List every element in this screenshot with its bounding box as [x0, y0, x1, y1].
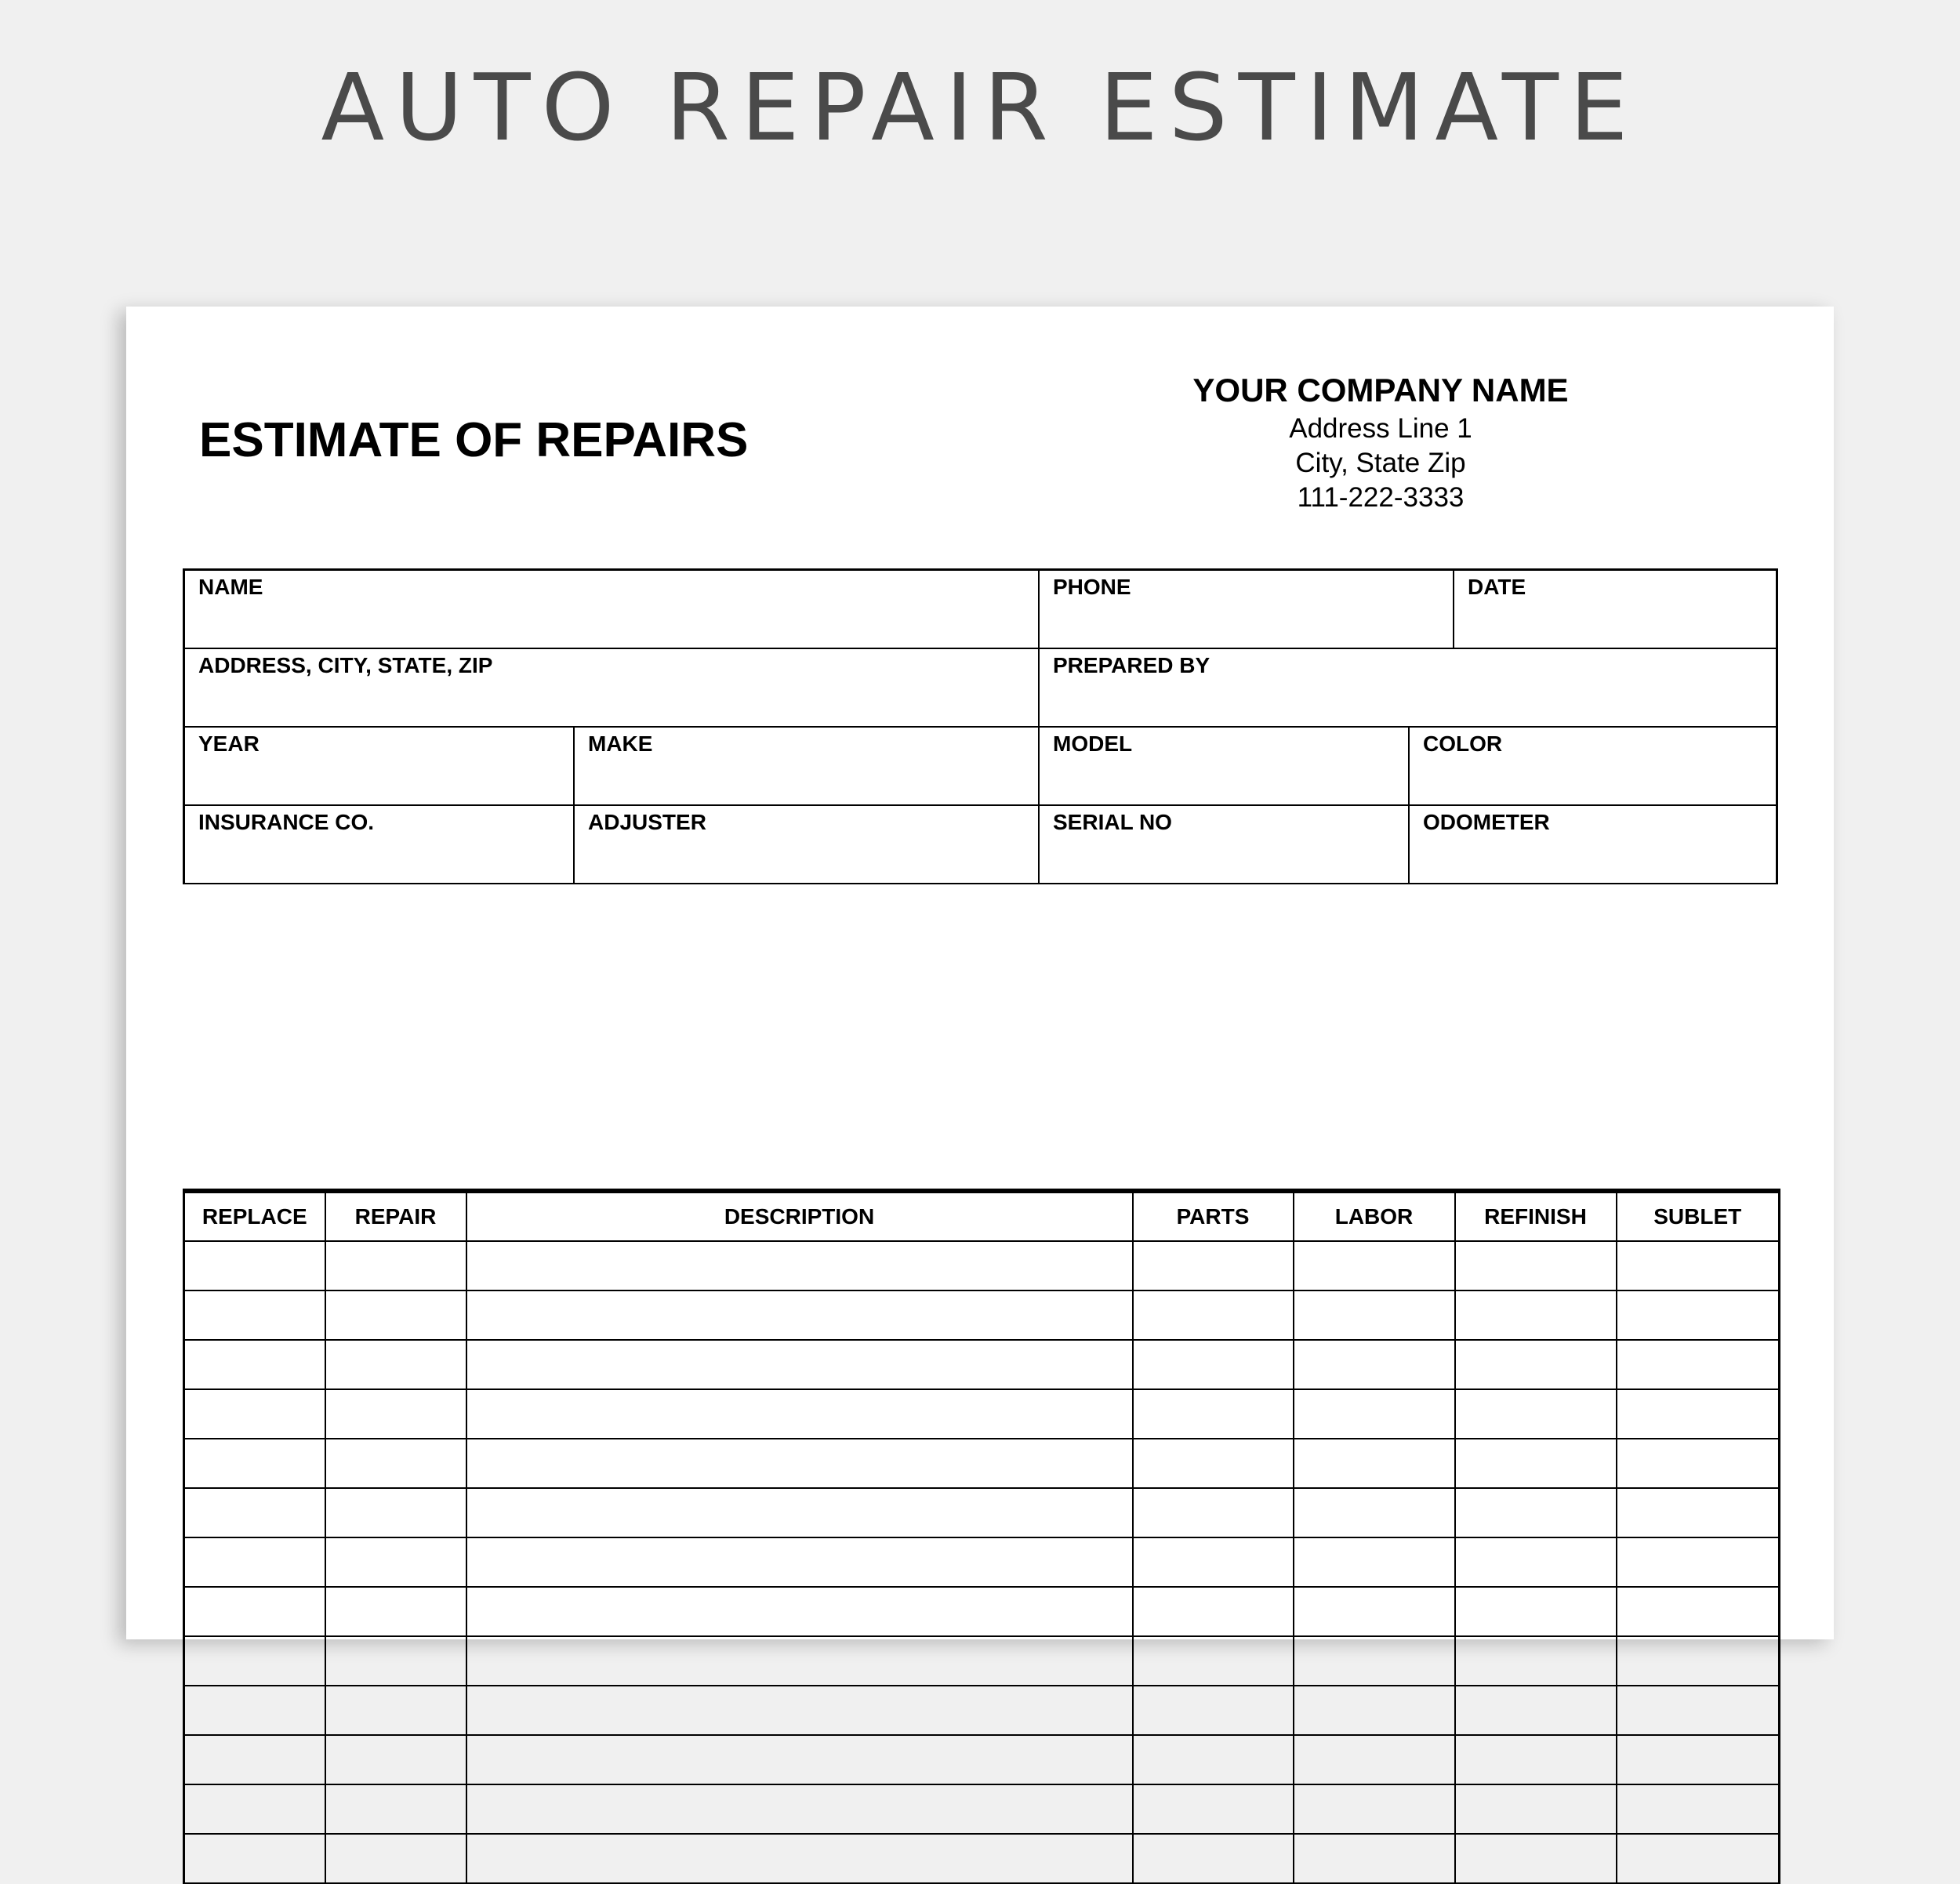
cell-labor[interactable] [1294, 1488, 1455, 1537]
cell-sublet[interactable] [1617, 1488, 1780, 1537]
table-row [184, 1636, 1780, 1686]
cell-repair[interactable] [325, 1439, 466, 1488]
cell-refinish[interactable] [1455, 1241, 1617, 1290]
cell-labor[interactable] [1294, 1834, 1455, 1883]
cell-sublet[interactable] [1617, 1636, 1780, 1686]
name-field[interactable]: NAME [185, 571, 1040, 648]
cell-repair[interactable] [325, 1340, 466, 1389]
prepared-by-field[interactable]: PREPARED BY [1053, 653, 1210, 677]
cell-labor[interactable] [1294, 1439, 1455, 1488]
phone-field[interactable]: PHONE [1040, 571, 1454, 648]
table-row [184, 1735, 1780, 1784]
cell-parts[interactable] [1133, 1735, 1294, 1784]
table-row [184, 1834, 1780, 1883]
cell-sublet[interactable] [1617, 1834, 1780, 1883]
cell-replace[interactable] [184, 1636, 325, 1686]
year-field[interactable]: YEAR [185, 728, 575, 804]
estimate-sheet [126, 307, 1834, 1639]
repair-items-table [183, 1189, 1780, 1884]
cell-sublet[interactable] [1617, 1241, 1780, 1290]
cell-parts[interactable] [1133, 1686, 1294, 1735]
column-header-sublet: SUBLET [1617, 1191, 1780, 1241]
cell-refinish[interactable] [1455, 1340, 1617, 1389]
cell-sublet[interactable] [1617, 1389, 1780, 1439]
column-header-labor: LABOR [1294, 1191, 1455, 1241]
table-row [184, 1439, 1780, 1488]
cell-refinish[interactable] [1455, 1439, 1617, 1488]
company-phone: 111-222-3333 [1297, 481, 1465, 513]
cell-parts[interactable] [1133, 1587, 1294, 1636]
cell-refinish[interactable] [1455, 1834, 1617, 1883]
customer-vehicle-info-grid [183, 568, 1778, 884]
cell-repair[interactable] [325, 1834, 466, 1883]
cell-refinish[interactable] [1455, 1784, 1617, 1834]
cell-replace[interactable] [184, 1488, 325, 1537]
table-row [184, 1488, 1780, 1537]
cell-replace[interactable] [184, 1587, 325, 1636]
cell-sublet[interactable] [1617, 1686, 1780, 1735]
cell-replace[interactable] [184, 1389, 325, 1439]
table-row [184, 1290, 1780, 1340]
cell-sublet[interactable] [1617, 1735, 1780, 1784]
adjuster-field[interactable]: ADJUSTER [575, 806, 1040, 883]
cell-repair[interactable] [325, 1636, 466, 1686]
cell-refinish[interactable] [1455, 1290, 1617, 1340]
company-block [1130, 372, 1632, 514]
cell-refinish[interactable] [1455, 1686, 1617, 1735]
cell-parts[interactable] [1133, 1241, 1294, 1290]
cell-description[interactable] [466, 1834, 1133, 1883]
cell-refinish[interactable] [1455, 1389, 1617, 1439]
cell-description[interactable] [466, 1537, 1133, 1587]
cell-repair[interactable] [325, 1587, 466, 1636]
cell-description[interactable] [466, 1439, 1133, 1488]
table-header-row [184, 1191, 1780, 1241]
cell-repair[interactable] [325, 1488, 466, 1537]
company-name: YOUR COMPANY NAME [1192, 372, 1569, 408]
table-row [184, 1784, 1780, 1834]
date-field[interactable]: DATE [1468, 575, 1526, 599]
cell-repair[interactable] [325, 1290, 466, 1340]
cell-labor[interactable] [1294, 1784, 1455, 1834]
model-field[interactable]: MODEL [1040, 728, 1410, 804]
cell-replace[interactable] [184, 1290, 325, 1340]
cell-sublet[interactable] [1617, 1537, 1780, 1587]
cell-description[interactable] [466, 1241, 1133, 1290]
cell-labor[interactable] [1294, 1340, 1455, 1389]
column-header-repair: REPAIR [325, 1191, 466, 1241]
cell-parts[interactable] [1133, 1340, 1294, 1389]
cell-refinish[interactable] [1455, 1537, 1617, 1587]
cell-sublet[interactable] [1617, 1340, 1780, 1389]
company-address: Address Line 1 [1289, 413, 1472, 445]
cell-sublet[interactable] [1617, 1439, 1780, 1488]
cell-labor[interactable] [1294, 1290, 1455, 1340]
cell-description[interactable] [466, 1686, 1133, 1735]
table-row [184, 1389, 1780, 1439]
cell-refinish[interactable] [1455, 1636, 1617, 1686]
table-row [184, 1587, 1780, 1636]
cell-parts[interactable] [1133, 1439, 1294, 1488]
cell-labor[interactable] [1294, 1587, 1455, 1636]
cell-description[interactable] [466, 1735, 1133, 1784]
cell-replace[interactable] [184, 1686, 325, 1735]
cell-replace[interactable] [184, 1241, 325, 1290]
cell-repair[interactable] [325, 1389, 466, 1439]
company-city-state-zip: City, State Zip [1295, 447, 1466, 478]
cell-labor[interactable] [1294, 1636, 1455, 1686]
cell-sublet[interactable] [1617, 1587, 1780, 1636]
cell-replace[interactable] [184, 1784, 325, 1834]
cell-replace[interactable] [184, 1735, 325, 1784]
cell-replace[interactable] [184, 1439, 325, 1488]
cell-parts[interactable] [1133, 1488, 1294, 1537]
cell-refinish[interactable] [1455, 1587, 1617, 1636]
serial-no-field[interactable]: SERIAL NO [1040, 806, 1410, 883]
cell-parts[interactable] [1133, 1636, 1294, 1686]
cell-parts[interactable] [1133, 1784, 1294, 1834]
cell-labor[interactable] [1294, 1735, 1455, 1784]
form-title: ESTIMATE OF REPAIRS [199, 413, 749, 467]
cell-description[interactable] [466, 1636, 1133, 1686]
info-row-insurance [185, 806, 1776, 884]
cell-labor[interactable] [1294, 1537, 1455, 1587]
cell-labor[interactable] [1294, 1241, 1455, 1290]
odometer-field[interactable]: ODOMETER [1423, 810, 1550, 834]
column-header-refinish: REFINISH [1455, 1191, 1617, 1241]
cell-description[interactable] [466, 1784, 1133, 1834]
cell-replace[interactable] [184, 1834, 325, 1883]
table-row [184, 1537, 1780, 1587]
column-header-parts: PARTS [1133, 1191, 1294, 1241]
make-field[interactable]: MAKE [575, 728, 1040, 804]
cell-replace[interactable] [184, 1340, 325, 1389]
cell-sublet[interactable] [1617, 1290, 1780, 1340]
info-row-vehicle [185, 728, 1776, 806]
cell-description[interactable] [466, 1389, 1133, 1439]
cell-labor[interactable] [1294, 1686, 1455, 1735]
banner-title: AUTO REPAIR ESTIMATE [321, 53, 1639, 162]
insurance-field[interactable]: INSURANCE CO. [185, 806, 575, 883]
cell-description[interactable] [466, 1290, 1133, 1340]
info-row-address [185, 649, 1776, 728]
table-row [184, 1241, 1780, 1290]
cell-refinish[interactable] [1455, 1488, 1617, 1537]
cell-description[interactable] [466, 1488, 1133, 1537]
cell-refinish[interactable] [1455, 1735, 1617, 1784]
table-row [184, 1340, 1780, 1389]
cell-replace[interactable] [184, 1537, 325, 1587]
cell-parts[interactable] [1133, 1834, 1294, 1883]
cell-parts[interactable] [1133, 1537, 1294, 1587]
cell-labor[interactable] [1294, 1389, 1455, 1439]
cell-description[interactable] [466, 1340, 1133, 1389]
info-row-customer [185, 571, 1776, 649]
cell-parts[interactable] [1133, 1290, 1294, 1340]
cell-parts[interactable] [1133, 1389, 1294, 1439]
table-row [184, 1686, 1780, 1735]
color-field[interactable]: COLOR [1423, 731, 1503, 756]
cell-repair[interactable] [325, 1784, 466, 1834]
column-header-description: DESCRIPTION [466, 1191, 1133, 1241]
cell-repair[interactable] [325, 1686, 466, 1735]
cell-repair[interactable] [325, 1537, 466, 1587]
table-body [184, 1241, 1780, 1883]
cell-repair[interactable] [325, 1735, 466, 1784]
address-field[interactable]: ADDRESS, CITY, STATE, ZIP [185, 649, 1040, 726]
cell-sublet[interactable] [1617, 1784, 1780, 1834]
cell-description[interactable] [466, 1587, 1133, 1636]
cell-repair[interactable] [325, 1241, 466, 1290]
column-header-replace: REPLACE [184, 1191, 325, 1241]
